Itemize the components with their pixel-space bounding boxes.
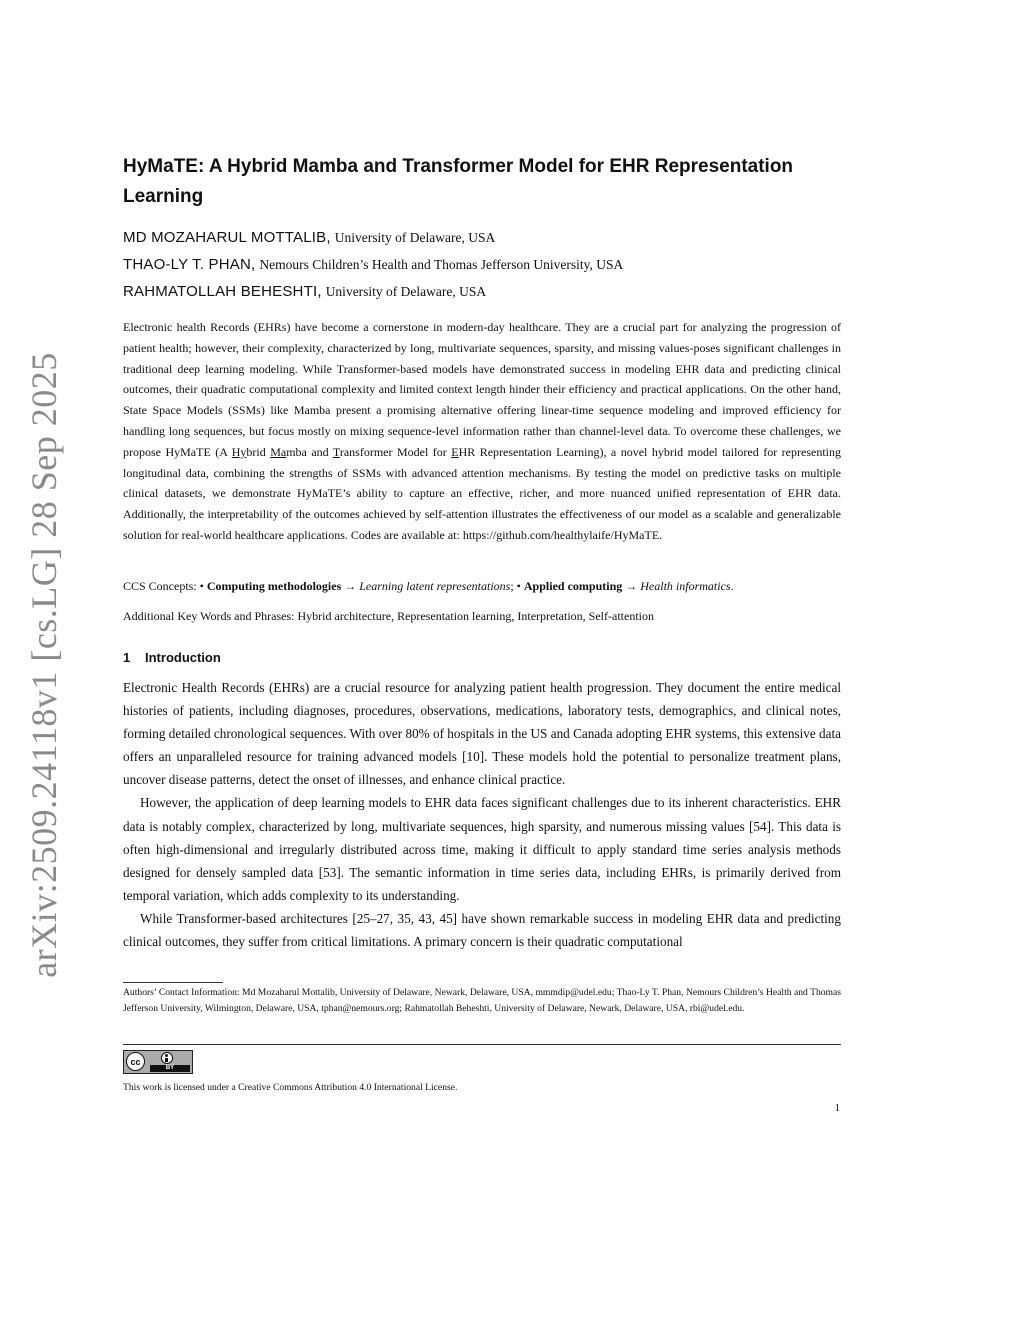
acronym-letter-hy: Hy xyxy=(231,444,247,459)
attribution-person-icon xyxy=(161,1052,173,1064)
author-3 xyxy=(123,280,841,307)
arxiv-stamp xyxy=(14,352,74,978)
acronym-letter-e: E xyxy=(451,444,459,459)
license-statement: This work is licensed under a Creative Commons Attribution 4.0 International License. xyxy=(123,1082,458,1093)
author-contact-footnote: Authors’ Contact Information: Md Mozaharul Mottalib, University of Delaware, Newark, Delaware, USA, mmmdip@udel.edu; Thao-Ly T. Phan, Nemours Children’s Health and Thomas Jefferson University, Wilmington, Delaware, USA, tphan@nemours.org; Rahmatollah Beheshti, University of Delaware, Newark, Delaware, USA, rbi@udel.edu. xyxy=(123,987,841,1014)
paper-title: HyMaTE: A Hybrid Mamba and Transformer Model for EHR Representation Learning xyxy=(123,156,794,207)
ccs-end: . xyxy=(730,579,734,593)
section-number: 1 xyxy=(123,650,131,665)
abstract-part-5: HR Representation Learning), a novel hybrid model tailored for representing longitudinal data, combining the strengths of SSMs with advanced attention mechanisms. By testing the model on predictive tasks on multiple clinical datasets, we demonstrate HyMaTE’s ability to capture an effective, richer, and more nuanced unified representation of EHR data. Additionally, the interpretability of the outcomes achieved by self-attention illustrates the effectiveness of our model as a scalable and generalizable solution for real-world healthcare applications. Codes are available at: https://github.com/healthylaife/HyMaTE. xyxy=(123,444,841,542)
author-1 xyxy=(123,226,841,253)
page-number: 1 xyxy=(834,1102,840,1114)
author-affiliation: University of Delaware, USA xyxy=(334,230,496,245)
cc-icon: cc xyxy=(126,1052,145,1071)
abstract xyxy=(123,317,841,546)
author-name: MD MOZAHARUL MOTTALIB, xyxy=(123,229,331,246)
body-paragraph: While Transformer-based architectures [25–27, 35, 43, 45] have shown remarkable success in modeling EHR data and predicting clinical outcomes, they suffer from critical limitations. A primary concern is their quadratic computational xyxy=(123,910,841,950)
acronym-letter-ma: Ma xyxy=(270,444,287,459)
author-affiliation: Nemours Children’s Health and Thomas Jefferson University, USA xyxy=(259,257,624,272)
ccs-term-computing: Computing methodologies xyxy=(206,579,342,593)
abstract-part-4: ransformer Model for xyxy=(339,444,452,459)
body-paragraph: Electronic Health Records (EHRs) are a crucial resource for analyzing patient health progression. They document the entire medical histories of patients, including diagnoses, procedures, observations, medications, laboratory tests, demographics, and clinical notes, forming detailed chronological sequences. With over 80% of hospitals in the US and Canada adopting EHR systems, this extensive data offers an unparalleled resource for training advanced models [10]. These models hold the potential to personalize treatment plans, uncover disease patterns, detect the onset of illnesses, and enhance clinical practice. xyxy=(123,680,841,788)
author-list xyxy=(123,226,841,307)
abstract-part-2: brid xyxy=(246,444,271,459)
abstract-part-3: mba and xyxy=(286,444,333,459)
ccs-sub-learning: Learning latent representations xyxy=(359,579,511,593)
acronym-letter-t: T xyxy=(332,444,340,459)
ccs-sub-health: Health informatics xyxy=(640,579,731,593)
section-title: Introduction xyxy=(145,650,221,665)
ccs-label: CCS Concepts: • xyxy=(123,579,204,593)
section-heading xyxy=(123,648,841,668)
author-2 xyxy=(123,253,841,280)
author-affiliation: University of Delaware, USA xyxy=(325,284,487,299)
ccs-concepts xyxy=(123,576,841,596)
license-divider xyxy=(123,1044,841,1045)
by-label: BY xyxy=(150,1065,190,1072)
author-name: THAO-LY T. PHAN, xyxy=(123,256,256,273)
introduction-body xyxy=(123,676,841,953)
footnote-divider xyxy=(123,982,223,983)
arrow-icon: → xyxy=(625,579,638,593)
abstract-part-1: Electronic health Records (EHRs) have become a cornerstone in modern-day healthcare. They are a crucial part for analyzing the progression of patient health; however, their complexity, characterized by long, multivariate sequences, sparsity, and missing values-poses significant challenges in traditional deep learning modeling. While Transformer-based models have demonstrated success in modeling EHR data and predicting clinical outcomes, their quadratic computational complexity and limited context length hinder their efficiency and practical applications. On the other hand, State Space Models (SSMs) like Mamba present a promising alternative offering linear-time sequence modeling and improved efficiency for handling long sequences, but focus mostly on mixing sequence-level information rather than channel-level data. To overcome these challenges, we propose HyMaTE (A xyxy=(123,320,841,459)
ccs-term-applied: Applied computing xyxy=(523,579,623,593)
body-paragraph: However, the application of deep learning models to EHR data faces significant challenges due to its inherent characteristics. EHR data is notably complex, characterized by long, multivariate sequences, high sparsity, and numerous missing values [54]. This data is often high-dimensional and irregularly distributed across time, making it difficult to apply standard time series analysis methods designed for densely sampled data [53]. The semantic information in time series data, including EHRs, is primarily derived from temporal variation, which adds complexity to its understanding. xyxy=(123,795,841,903)
cc-by-license-icon xyxy=(123,1050,193,1074)
arrow-icon: → xyxy=(344,579,357,593)
ccs-separator: ; • xyxy=(510,579,521,593)
author-name: RAHMATOLLAH BEHESHTI, xyxy=(123,283,322,300)
keywords: Additional Key Words and Phrases: Hybrid architecture, Representation learning, Interpretation, Self-attention xyxy=(123,609,654,623)
arxiv-identifier: arXiv:2509.24118v1 [cs.LG] 28 Sep 2025 xyxy=(24,352,64,978)
